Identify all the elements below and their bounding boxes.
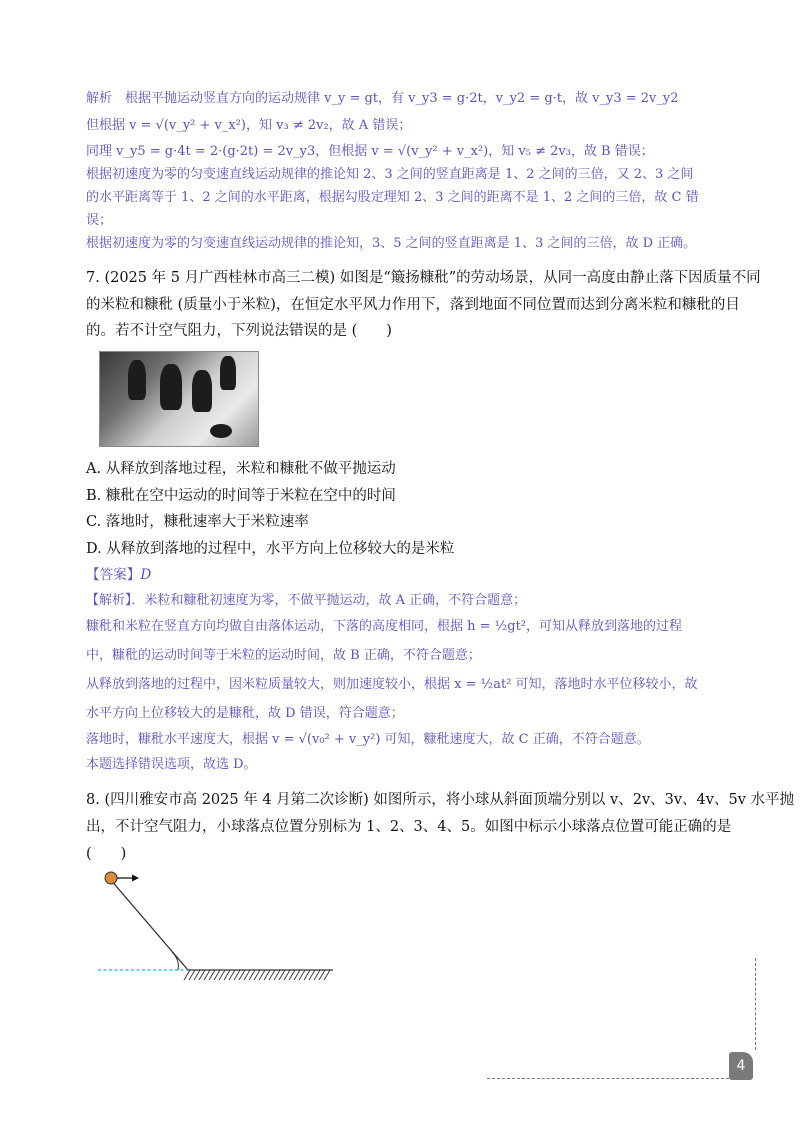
q7-stem-line: 的。若不计空气阻力，下列说法错误的是 ( )	[86, 323, 392, 339]
hatch-stroke	[284, 970, 290, 980]
page-number: 4	[729, 1052, 753, 1080]
q7-analysis-line: 糠秕和米粒在竖直方向均做自由落体运动，下落的高度相同，根据 h = ½gt²，可知从释放到落地的过程	[86, 619, 683, 634]
hatch-stroke	[249, 970, 255, 980]
q7-option-a: A. 从释放到落地过程，米粒和糠秕不做平抛运动	[86, 461, 396, 477]
q6-solution-line: 根据初速度为零的匀变速直线运动规律的推论知，3、5 之间的竖直距离是 1、3 之间的三倍，故 D 正确。	[86, 236, 697, 251]
page-corner-dashed-vertical	[755, 958, 756, 1050]
hatch-stroke	[314, 970, 320, 980]
photo-basket	[210, 424, 232, 438]
incline-slope	[110, 879, 188, 970]
hatch-stroke	[254, 970, 260, 980]
photo-figure	[128, 360, 146, 400]
hatch-stroke	[189, 970, 195, 980]
hatch-stroke	[264, 970, 270, 980]
q6-solution-line: 但根据 v = √(v_y² + v_x²)，知 v₃ ≠ 2v₂，故 A 错误；	[86, 118, 412, 133]
q6-solution-line: 误；	[86, 213, 113, 228]
q7-analysis-line: 水平方向上位移较大的是糠秕，故 D 错误，符合题意；	[86, 706, 404, 721]
photo-figure	[192, 370, 212, 412]
q7-answer	[86, 566, 151, 584]
hatch-stroke	[324, 970, 330, 980]
q8-stem-line: 出，不计空气阻力，小球落点位置分别标为 1、2、3、4、5。如图中标示小球落点位置可能正确的是	[86, 819, 732, 835]
hatch-stroke	[219, 970, 225, 980]
q6-solution-line: 解析 根据平抛运动竖直方向的运动规律 v_y = gt，有 v_y3 = g·2t，v_y2 = g·t，故 v_y3 = 2v_y2	[86, 91, 679, 106]
q7-option-c: C. 落地时，糠秕速率大于米粒速率	[86, 514, 309, 530]
hatch-stroke	[224, 970, 230, 980]
hatch-stroke	[229, 970, 235, 980]
q7-stem-line: 的米粒和糠秕 (质量小于米粒)，在恒定水平风力作用下，落到地面不同位置而达到分离米粒和糠秕的目	[86, 297, 740, 313]
hatch-stroke	[274, 970, 280, 980]
ball-icon	[105, 872, 117, 884]
photo-figure	[160, 364, 182, 410]
q7-analysis-line: 本题选择错误选项，故选 D。	[86, 757, 257, 772]
q7-stem-line: 7. (2025 年 5 月广西桂林市高三二模) 如图是“簸扬糠秕”的劳动场景，从同一高度由静止落下因质量不同	[86, 270, 761, 286]
q7-option-b: B. 糠秕在空中运动的时间等于米粒在空中的时间	[86, 488, 396, 504]
hatch-stroke	[199, 970, 205, 980]
hatch-stroke	[319, 970, 325, 980]
hatch-stroke	[244, 970, 250, 980]
hatch-stroke	[194, 970, 200, 980]
hatch-stroke	[204, 970, 210, 980]
hatch-stroke	[299, 970, 305, 980]
q7-analysis-line: 从释放到落地的过程中，因米粒质量较大，则加速度较小，根据 x = ½at² 可知，落地时水平位移较小，故	[86, 677, 698, 692]
page-corner-dashed-horizontal	[487, 1078, 729, 1079]
hatch-stroke	[294, 970, 300, 980]
photo-figure	[220, 356, 236, 390]
incline-diagram	[90, 862, 350, 992]
hatch-stroke	[304, 970, 310, 980]
q6-solution-line: 的水平距离等于 1、2 之间的水平距离，根据勾股定理知 2、3 之间的距离不是 1、2 之间的三倍，故 C 错	[86, 190, 699, 205]
hatch-stroke	[239, 970, 245, 980]
q7-analysis-line: 【解析】．米粒和糠秕初速度为零，不做平抛运动，故 A 正确，不符合题意；	[86, 593, 527, 608]
hatch-stroke	[184, 970, 190, 980]
hatch-stroke	[279, 970, 285, 980]
q7-analysis-line: 落地时，糠秕水平速度大，根据 v = √(v₀² + v_y²) 可知，糠秕速度大，故 C 正确，不符合题意。	[86, 732, 650, 747]
hatch-stroke	[234, 970, 240, 980]
hatch-stroke	[309, 970, 315, 980]
hatch-stroke	[289, 970, 295, 980]
hatch-stroke	[209, 970, 215, 980]
winnowing-photo	[99, 351, 259, 447]
hatch-stroke	[259, 970, 265, 980]
answer-tag: 【答案】	[86, 567, 141, 583]
q7-option-d: D. 从释放到落地的过程中，水平方向上位移较大的是米粒	[86, 541, 455, 557]
q8-stem-line: ( )	[86, 846, 127, 862]
ground-hatching	[184, 970, 330, 980]
q6-solution-line: 根据初速度为零的匀变速直线运动规律的推论知 2、3 之间的竖直距离是 1、2 之间的三倍，又 2、3 之间	[86, 167, 694, 182]
q7-analysis-line: 中，糠秕的运动时间等于米粒的运动时间，故 B 正确，不符合题意；	[86, 648, 481, 663]
hatch-stroke	[214, 970, 220, 980]
q8-stem-line: 8. (四川雅安市高 2025 年 4 月第二次诊断) 如图所示，将小球从斜面顶端分别以 v、2v、3v、4v、5v 水平抛	[86, 792, 795, 808]
q6-solution-line: 同理 v_y5 = g·4t = 2·(g·2t) = 2v_y3，但根据 v = √(v_y² + v_x²)，知 v₅ ≠ 2v₃，故 B 错误；	[86, 144, 654, 159]
arrow-head-icon	[132, 875, 139, 882]
answer-value: D	[140, 567, 152, 583]
hatch-stroke	[269, 970, 275, 980]
